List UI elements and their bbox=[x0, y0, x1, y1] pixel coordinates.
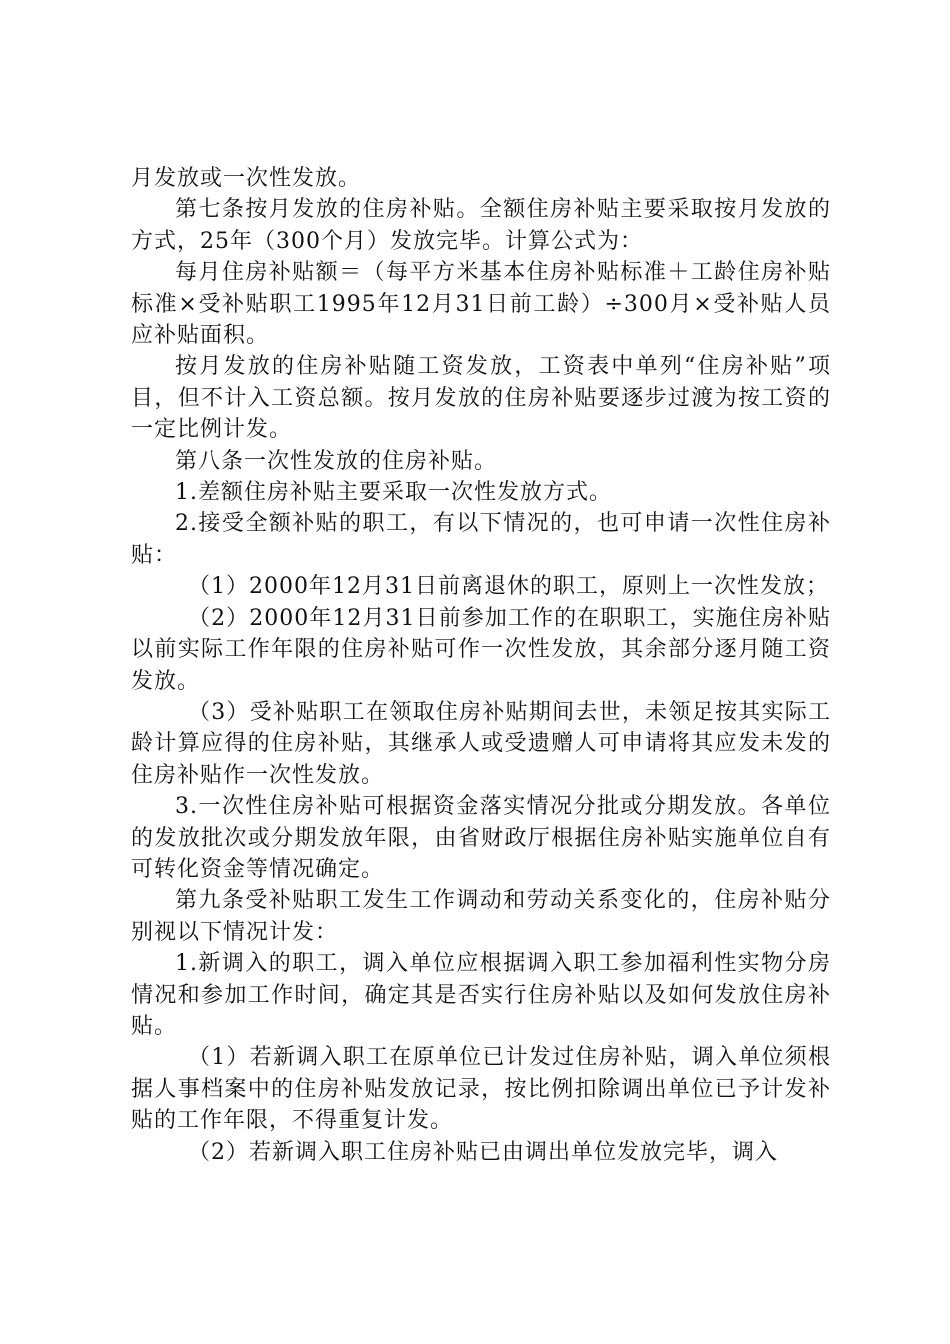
paragraph: 3.一次性住房补贴可根据资金落实情况分批或分期发放。各单位的发放批次或分期发放年限，由省财政厅根据住房补贴实施单位自有可转化资金等情况确定。 bbox=[131, 794, 831, 882]
paragraph: 每月住房补贴额＝（每平方米基本住房补贴标准＋工龄住房补贴标准×受补贴职工1995年12月31日前工龄）÷300月×受补贴人员应补贴面积。 bbox=[131, 260, 831, 349]
paragraph: 第七条按月发放的住房补贴。全额住房补贴主要采取按月发放的方式，25年（300个月）发放完毕。计算公式为： bbox=[131, 197, 831, 254]
paragraph: 1.差额住房补贴主要采取一次性发放方式。 bbox=[175, 480, 612, 506]
paragraph: 2.接受全额补贴的职工，有以下情况的，也可申请一次性住房补贴： bbox=[131, 511, 831, 568]
paragraph: 按月发放的住房补贴随工资发放，工资表中单列“住房补贴”项目，但不计入工资总额。按月发放的住房补贴要逐步过渡为按工资的一定比例计发。 bbox=[131, 354, 831, 443]
document-body bbox=[131, 163, 831, 1168]
paragraph: （1）若新调入职工在原单位已计发过住房补贴，调入单位须根据人事档案中的住房补贴发放记录，按比例扣除调出单位已予计发补贴的工作年限，不得重复计发。 bbox=[131, 1045, 831, 1134]
paragraph: （2）若新调入职工住房补贴已由调出单位发放完毕，调入 bbox=[188, 1139, 778, 1165]
paragraph: 月发放或一次性发放。 bbox=[131, 166, 362, 191]
paragraph: 1.新调入的职工，调入单位应根据调入职工参加福利性实物分房情况和参加工作时间，确定其是否实行住房补贴以及如何发放住房补贴。 bbox=[131, 951, 831, 1039]
paragraph: 第八条一次性发放的住房补贴。 bbox=[175, 448, 498, 474]
paragraph: 第九条受补贴职工发生工作调动和劳动关系变化的，住房补贴分别视以下情况计发： bbox=[131, 888, 831, 945]
paragraph: （3）受补贴职工在领取住房补贴期间去世，未领足按其实际工龄计算应得的住房补贴，其继承人或受遗赠人可申请将其应发未发的住房补贴作一次性发放。 bbox=[131, 699, 831, 788]
paragraph: （1）2000年12月31日前离退休的职工，原则上一次性发放； bbox=[188, 574, 829, 600]
paragraph: （2）2000年12月31日前参加工作的在职职工，实施住房补贴以前实际工作年限的住房补贴可作一次性发放，其余部分逐月随工资发放。 bbox=[131, 605, 831, 694]
